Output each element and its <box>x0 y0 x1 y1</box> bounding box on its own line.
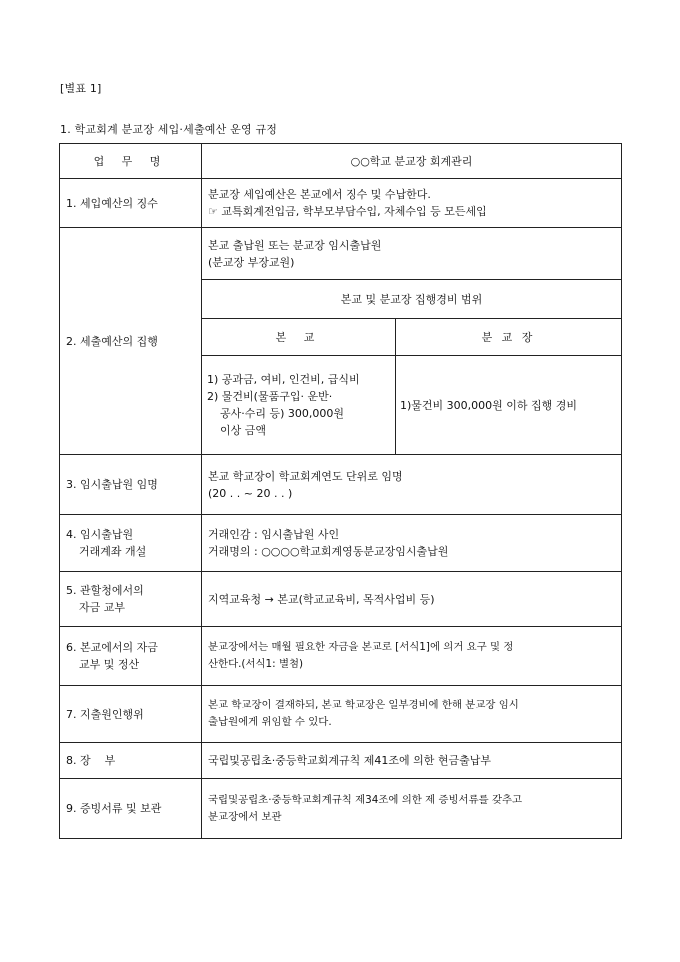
table-row <box>60 515 622 572</box>
header-task-name: 업 무 명 <box>60 144 202 179</box>
content-line: 거래인감 : 임시출납원 사인 <box>208 528 340 541</box>
table-row <box>60 455 622 515</box>
table-row <box>60 572 622 627</box>
expense-range-title: 본교 및 분교장 집행경비 범위 <box>202 280 622 319</box>
content-line: 분교장 세입예산은 본교에서 징수 및 수납한다. <box>208 188 431 201</box>
row-label: 1. 세입예산의 징수 <box>60 179 202 228</box>
row-content <box>202 686 622 743</box>
row-content <box>202 779 622 839</box>
table-header-row <box>60 144 622 179</box>
row-content <box>202 572 622 627</box>
content-line: (20 . . ~ 20 . . ) <box>208 486 293 500</box>
content-line: 본교 학교장이 결재하되, 본교 학교장은 일부경비에 한해 분교장 임시 <box>208 699 519 711</box>
table-row <box>60 686 622 743</box>
content-line: 국립및공립초·중등학교회계규칙 제41조에 의한 현금출납부 <box>208 754 492 767</box>
content-line: 본교 학교장이 학교회계연도 단위로 임명 <box>208 469 403 483</box>
row-label: 2. 세출예산의 집행 <box>60 228 202 455</box>
row-label: 9. 증빙서류 및 보관 <box>60 779 202 839</box>
content-line: ☞ 교특회계전입금, 학부모부담수입, 자체수입 등 모든세입 <box>208 205 487 218</box>
col-branch-school: 분 교 장 <box>396 319 622 356</box>
budget-rules-table <box>59 143 622 839</box>
content-line: 국립및공립초·중등학교회계규칙 제34조에 의한 제 증빙서류를 갖추고 <box>208 793 523 806</box>
row-label <box>60 572 202 627</box>
document-reference: [별표 1] <box>60 82 102 95</box>
label-line: 교부 및 정산 <box>79 658 140 671</box>
table-row <box>60 743 622 779</box>
row-content <box>202 179 622 228</box>
table-row <box>60 228 622 280</box>
section-title: 1. 학교회계 분교장 세입·세출예산 운영 규정 <box>60 123 278 136</box>
table-row <box>60 627 622 686</box>
scope-item: 1)물건비 300,000원 이하 집행 경비 <box>400 398 578 412</box>
row-content <box>202 515 622 572</box>
label-line: 6. 본교에서의 자금 <box>66 641 158 654</box>
content-line: 본교 출납원 또는 분교장 임시출납원 <box>208 238 382 252</box>
label-line: 5. 관할청에서의 <box>66 584 144 597</box>
main-school-scope <box>202 356 396 455</box>
scope-item: 1) 공과금, 여비, 인건비, 급식비 <box>207 373 360 386</box>
content-line: (분교장 부장교원) <box>208 255 295 269</box>
content-line: 산한다.(서식1: 별첨) <box>208 658 304 670</box>
header-accounting: ○○학교 분교장 회계관리 <box>202 144 622 179</box>
content-line: 지역교육청 → 본교(학교교육비, 목적사업비 등) <box>208 592 435 606</box>
content-line: 출납원에게 위임할 수 있다. <box>208 716 332 728</box>
table-row <box>60 779 622 839</box>
row-label <box>60 627 202 686</box>
scope-item: 2) 물건비(물품구입· 운반· <box>207 390 333 403</box>
label-line: 거래계좌 개설 <box>79 545 147 558</box>
col-main-school: 본 교 <box>202 319 396 356</box>
scope-item-cont: 공사·수리 등) 300,000원 <box>220 407 345 420</box>
row-content <box>202 627 622 686</box>
row-content <box>202 743 622 779</box>
content-line: 분교장에서는 매월 필요한 자금을 본교로 [서식1]에 의거 요구 및 정 <box>208 641 514 653</box>
row-label <box>60 515 202 572</box>
label-line: 4. 임시출납원 <box>66 528 134 541</box>
row-label: 8. 장 부 <box>60 743 202 779</box>
label-line: 자금 교부 <box>79 601 126 614</box>
row-label: 7. 지출원인행위 <box>60 686 202 743</box>
content-line: 분교장에서 보관 <box>208 810 282 823</box>
table-row <box>60 179 622 228</box>
branch-school-scope <box>396 356 622 455</box>
row-content <box>202 455 622 515</box>
scope-item-cont: 이상 금액 <box>220 424 267 437</box>
row-content <box>202 228 622 280</box>
content-line: 거래명의 : ○○○○학교회계영동분교장임시출납원 <box>208 545 449 558</box>
row-label: 3. 임시출납원 임명 <box>60 455 202 515</box>
